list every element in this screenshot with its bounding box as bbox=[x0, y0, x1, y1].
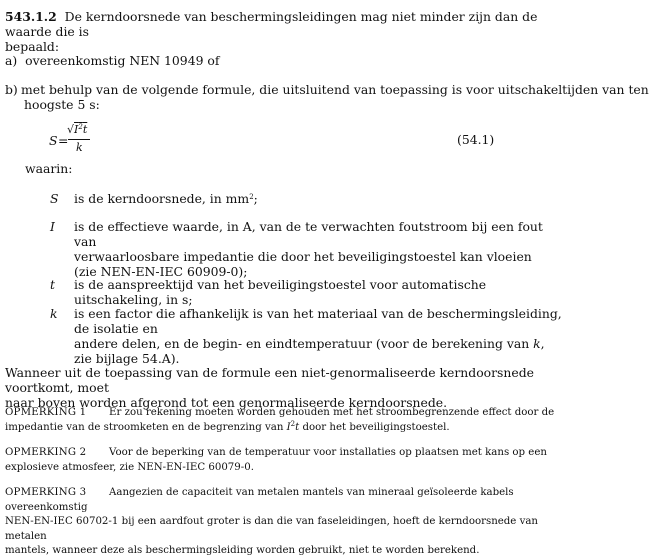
paragraph-line: Wanneer uit de toepassing van de formule een niet-genormaliseerde kerndoorsnede voortkomt, moet bbox=[5, 365, 534, 395]
definition-text: is de aanspreektijd van het beveiligingstoestel voor automatische uitschakeling, in s; bbox=[74, 277, 487, 307]
section-intro-line1: De kerndoorsnede van beschermingsleidingen mag niet minder zijn dan de waarde die is bbox=[5, 9, 538, 39]
definition-text bbox=[74, 219, 564, 279]
radicand bbox=[74, 123, 87, 136]
definition-line: (zie NEN-EN-IEC 60909-0); bbox=[74, 264, 248, 279]
formula-equals: = bbox=[58, 133, 69, 148]
rounding-paragraph bbox=[5, 365, 565, 410]
list-item-a-text: overeenkomstig NEN 10949 of bbox=[25, 53, 220, 68]
definition-line: is de kerndoorsnede, in mm bbox=[74, 191, 250, 206]
definition-symbol: S bbox=[50, 191, 59, 206]
section-intro-line2: bepaald: bbox=[5, 39, 60, 54]
note-line: impedantie van de stroomketen en de begrenzing van bbox=[5, 421, 284, 433]
definition-line: andere delen, en de begin- en eindtemperatuur (voor de berekening van bbox=[74, 336, 530, 351]
note-symbol-I: I bbox=[286, 421, 291, 433]
paragraph-line: naar boven worden afgerond tot een genormaliseerde kerndoorsnede. bbox=[5, 395, 448, 410]
formula-I-exponent: 2 bbox=[78, 123, 83, 131]
section-intro bbox=[5, 9, 565, 54]
note-line: Aangezien de capaciteit van metalen mantels van mineraal geïsoleerde kabels overeenkomstig bbox=[5, 487, 514, 513]
note-line: mantels, wanneer deze als beschermingsleiding worden gebruikt, niet te worden berekend. bbox=[5, 545, 480, 556]
definition-punct: , bbox=[540, 336, 545, 351]
definition-line: verwaarloosbare impedantie die door het beveiligingstoestel kan vloeien bbox=[74, 249, 532, 264]
formula-I: I bbox=[74, 123, 79, 136]
note-line: Er zou rekening moeten worden gehouden met het stroombegrenzende effect door de bbox=[109, 407, 555, 418]
note-label: OPMERKING 1 bbox=[5, 407, 87, 418]
definition-superscript: 2 bbox=[249, 193, 254, 201]
definition-symbol: I bbox=[50, 219, 55, 234]
note-1 bbox=[5, 406, 565, 435]
list-item-a-label: a) bbox=[5, 53, 18, 68]
definition-symbol: k bbox=[50, 306, 58, 321]
note-3 bbox=[5, 486, 565, 559]
note-line: Voor de beperking van de temperatuur voor installaties op plaatsen met kans op een bbox=[109, 447, 547, 458]
formula-denominator: k bbox=[76, 141, 83, 154]
definition-text bbox=[74, 191, 564, 206]
note-superscript: 2 bbox=[290, 419, 296, 428]
definition-text bbox=[74, 306, 564, 366]
note-label: OPMERKING 2 bbox=[5, 447, 87, 458]
note-line: explosieve atmosfeer, zie NEN-EN-IEC 60079-0. bbox=[5, 461, 254, 473]
definition-line: zie bijlage 54.A). bbox=[74, 351, 180, 366]
list-item-b-line2: hoogste 5 s: bbox=[24, 97, 100, 112]
radical-sign: √ bbox=[67, 123, 75, 136]
inline-symbol-k: k bbox=[533, 336, 541, 351]
note-line: door het beveiligingstoestel. bbox=[302, 421, 450, 433]
equation-number: (54.1) bbox=[457, 132, 495, 147]
list-item-b-line1: met behulp van de volgende formule, die uitsluitend van toepassing is voor uitschakeltijden van ten bbox=[21, 82, 649, 97]
list-item-b-label: b) bbox=[5, 82, 18, 97]
definition-symbol: t bbox=[50, 277, 55, 292]
formula-lhs: S bbox=[49, 133, 58, 148]
definition-line: is een factor die afhankelijk is van het materiaal van de beschermingsleiding, de isolatie en bbox=[74, 306, 562, 336]
formula-t: t bbox=[82, 123, 88, 136]
list-item-a bbox=[5, 53, 219, 68]
formula-numerator bbox=[67, 123, 87, 136]
definition-punct: ; bbox=[253, 191, 258, 206]
note-label: OPMERKING 3 bbox=[5, 487, 87, 498]
note-line: NEN-EN-IEC 60702-1 bij een aardfout groter is dan die van faseleidingen, hoeft de kerndoorsnede van metalen bbox=[5, 516, 538, 542]
definition-line: is de effectieve waarde, in A, van de te verwachten foutstroom bij een fout van bbox=[74, 219, 543, 249]
section-number: 543.1.2 bbox=[5, 9, 57, 24]
fraction-bar bbox=[68, 139, 90, 140]
formula bbox=[49, 120, 109, 160]
note-symbol-t: t bbox=[295, 421, 300, 433]
note-2 bbox=[5, 446, 565, 475]
waarin-label: waarin: bbox=[25, 161, 73, 176]
